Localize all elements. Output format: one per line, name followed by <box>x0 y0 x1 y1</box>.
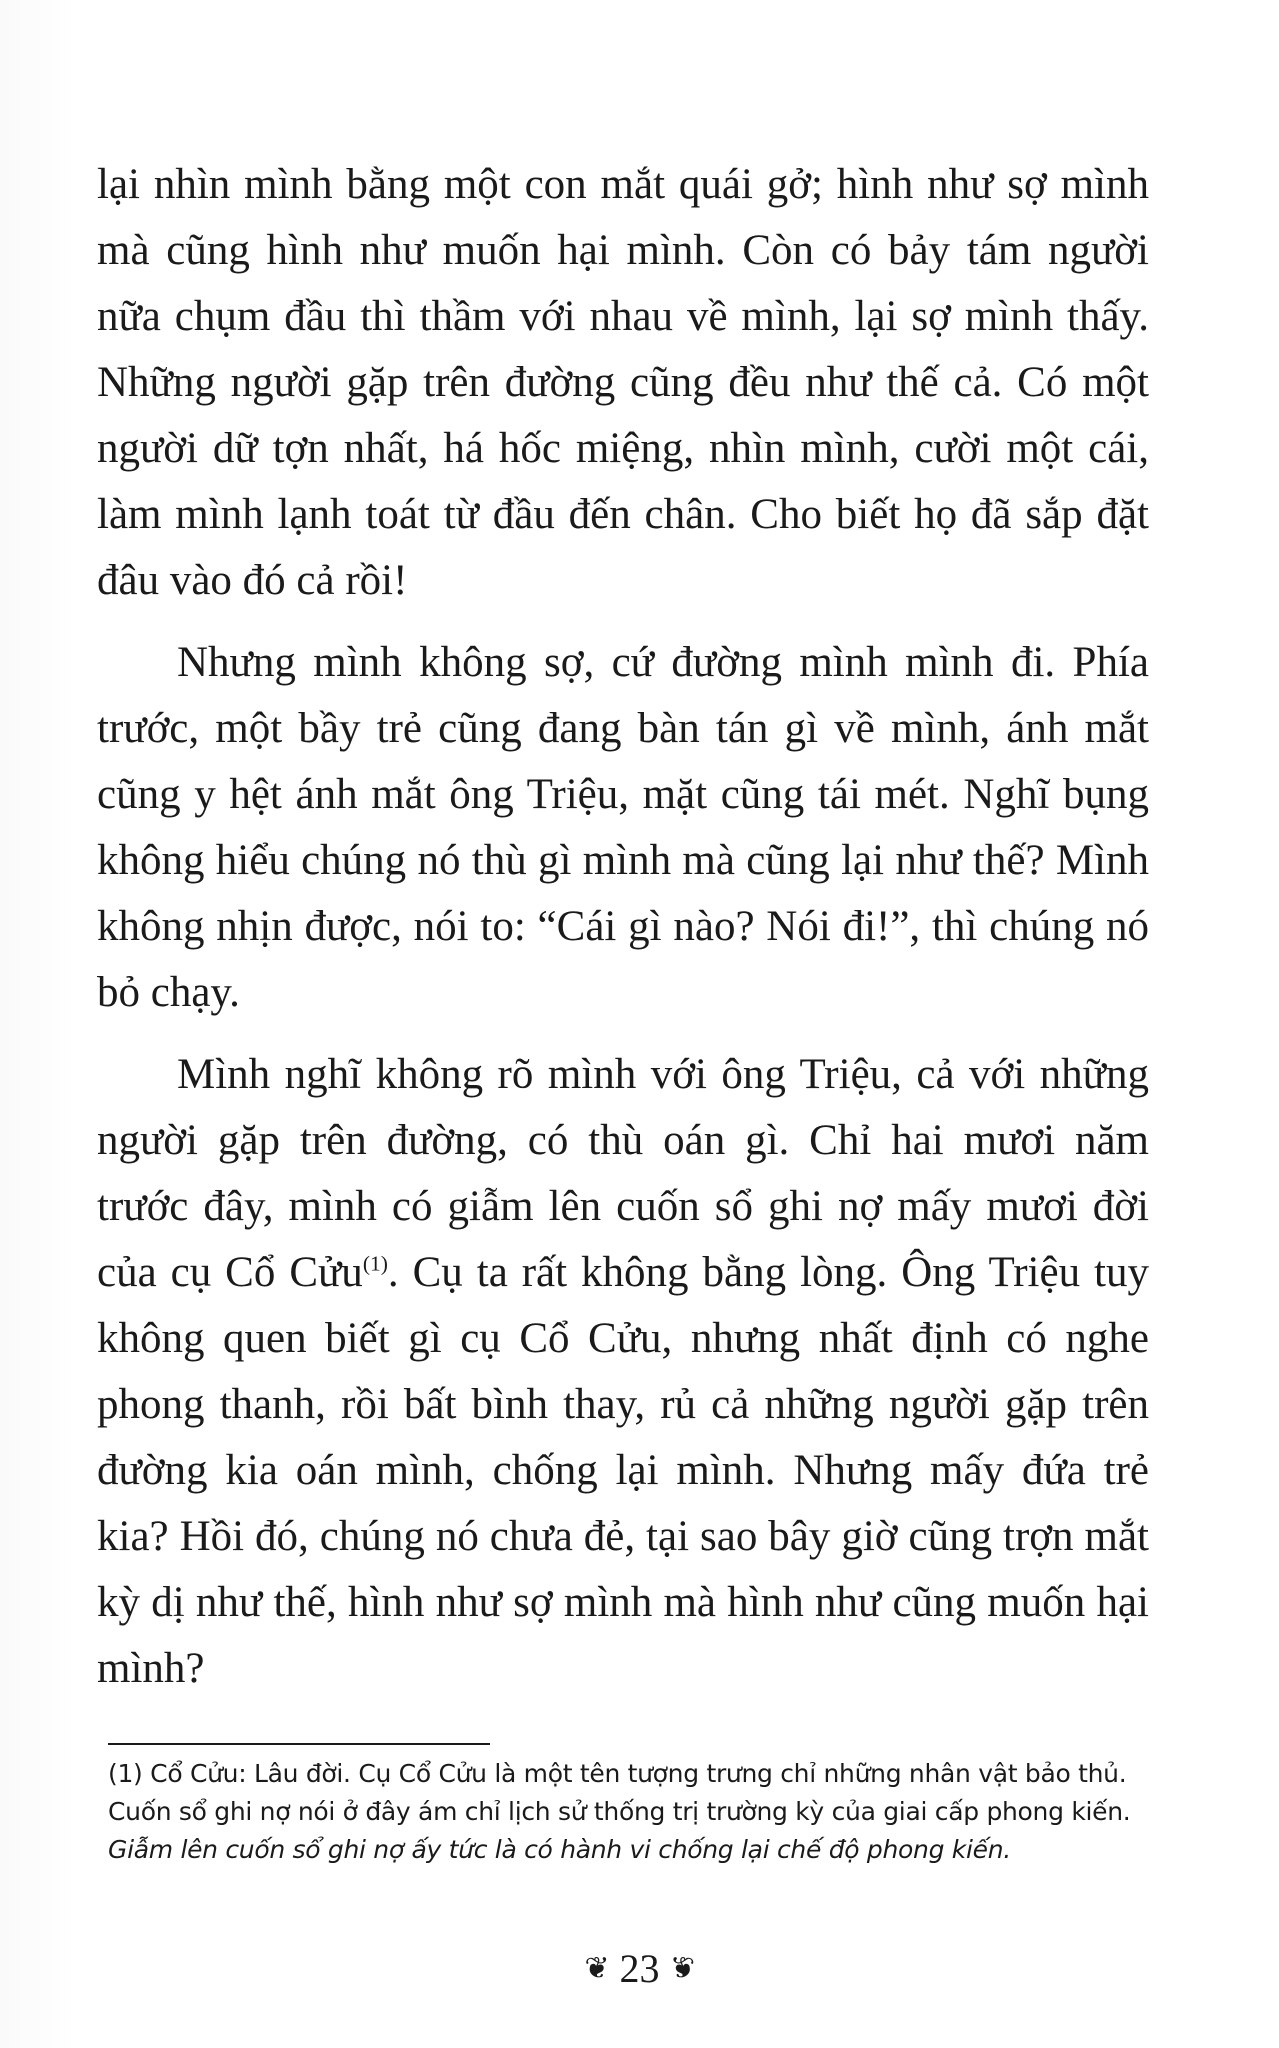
footnote <box>108 1755 1160 1869</box>
ornament-right-icon: ❦ <box>669 1950 695 1986</box>
footnote-divider <box>108 1743 490 1745</box>
ornament-left-icon: ❦ <box>584 1950 610 1986</box>
page-number: 23 <box>619 1945 660 1991</box>
footnote-line-2: Cuốn sổ ghi nợ nói ở đây ám chỉ lịch sử thống trị trường kỳ của giai cấp phong kiến. <box>108 1797 1131 1826</box>
footnote-reference[interactable]: (1) <box>362 1251 388 1276</box>
paragraph-2: Nhưng mình không sợ, cứ đường mình mình đi. Phía trước, một bầy trẻ cũng đang bàn tán gì về mình, ánh mắt cũng y hệt ánh mắt ông Triệu, mặt cũng tái mét. Nghĩ bụng không hiểu chúng nó thù gì mình mà cũng lại như thế? Mình không nhịn được, nói to: “Cái gì nào? Nói đi!”, thì chúng nó bỏ chạy. <box>97 639 1149 1016</box>
footnote-line-1: (1) Cổ Cửu: Lâu đời. Cụ Cổ Cửu là một tên tượng trưng chỉ những nhân vật bảo thủ. <box>108 1759 1127 1788</box>
footnote-line-3: Giẫm lên cuốn sổ ghi nợ ấy tức là có hành vi chống lại chế độ phong kiến. <box>108 1835 1011 1864</box>
paragraph-1: lại nhìn mình bằng một con mắt quái gở; hình như sợ mình mà cũng hình như muốn hại mình. Còn có bảy tám người nữa chụm đầu thì thầm với nhau về mình, lại sợ mình thấy. Những người gặp trên đường cũng đều như thế cả. Có một người dữ tợn nhất, há hốc miệng, nhìn mình, cười một cái, làm mình lạnh toát từ đầu đến chân. Cho biết họ đã sắp đặt đâu vào đó cả rồi! <box>97 161 1149 604</box>
paragraph-3 <box>97 1042 1149 1702</box>
body-text <box>97 152 1149 1718</box>
paragraph-3-text-after: . Cụ ta rất không bằng lòng. Ông Triệu tuy không quen biết gì cụ Cổ Cửu, nhưng nhất định có nghe phong thanh, rồi bất bình thay, rủ cả những người gặp trên đường kia oán mình, chống lại mình. Nhưng mấy đứa trẻ kia? Hồi đó, chúng nó chưa đẻ, tại sao bây giờ cũng trợn mắt kỳ dị như thế, hình như sợ mình mà hình như cũng muốn hại mình? <box>97 1249 1149 1692</box>
paragraph-3-text-before: Mình nghĩ không rõ mình với ông Triệu, cả với những người gặp trên đường, có thù oán gì. Chỉ hai mươi năm trước đây, mình có giẫm lên cuốn sổ ghi nợ mấy mươi đời của cụ Cổ Cửu <box>97 1051 1149 1296</box>
page-folio <box>0 1938 1279 1998</box>
